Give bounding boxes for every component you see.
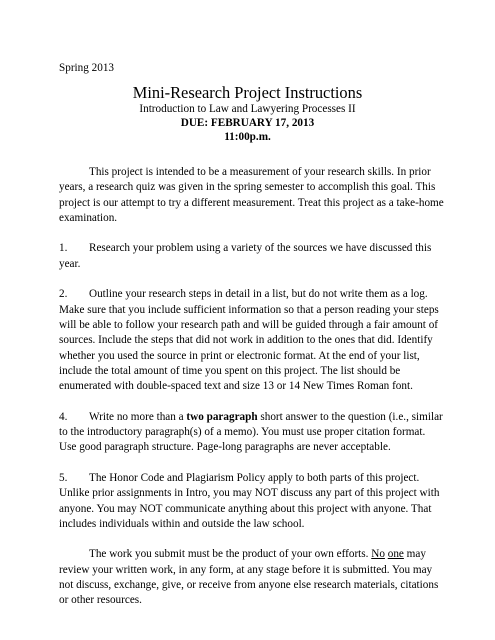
intro-paragraph: This project is intended to be a measurement of your research skills. In prior years, a research quiz was given in the spring semester to accomplish this goal. This project is our attempt to try a different measurement. Treat this project as a take-home examination. bbox=[59, 166, 444, 224]
closing-text-start: The work you submit must be the product of your own efforts. bbox=[89, 548, 372, 561]
list-item-2-number: 2. bbox=[59, 288, 68, 301]
list-item-1-text: Research your problem using a variety of the sources we have discussed this year. bbox=[59, 242, 432, 270]
closing-paragraph bbox=[59, 547, 444, 608]
list-item-5-text: The Honor Code and Plagiarism Policy apply to both parts of this project. Unlike prior assignments in Intro, you may NOT discuss any part of this project with anyone. You may NOT communicate anything about this project with anyone. That includes individuals within and outside the law school. bbox=[59, 471, 440, 530]
course-name: Introduction to Law and Lawyering Processes II bbox=[139, 103, 356, 115]
due-date: DUE: FEBRUARY 17, 2013 bbox=[180, 117, 315, 129]
list-item-1 bbox=[59, 241, 444, 272]
list-item-2-text: Outline your research steps in detail in a list, but do not write them as a log. Make sure that you include sufficient information so that a person reading your steps will be able to follow your research path and will be guided through a fair amount of sources. Include the steps that did not work in addition to the ones that did. Identify whether you used the source in print or electronic format. At the end of your list, include the total amount of time you spent on this project. The list should be enumerated with double-spaced text and size 13 or 14 New Times Roman font. bbox=[59, 288, 439, 393]
document-body bbox=[59, 165, 444, 624]
list-item-4-text-start: Write no more than a bbox=[89, 410, 187, 423]
closing-text-end: may review your written work, in any form, at any stage before it is submitted. You may not discuss, exchange, give, or receive from anyone else research materials, citations or other resources. bbox=[59, 548, 439, 607]
document-header bbox=[0, 83, 495, 144]
due-time: 11:00p.m. bbox=[224, 131, 271, 143]
semester-label: Spring 2013 bbox=[59, 62, 115, 74]
list-item-1-number: 1. bbox=[59, 242, 68, 255]
list-item-5-number: 5. bbox=[59, 471, 68, 484]
list-item-5 bbox=[59, 471, 444, 532]
list-item-4-number: 4. bbox=[59, 410, 68, 423]
list-item-2 bbox=[59, 287, 444, 394]
closing-underlined-no: No bbox=[371, 548, 385, 561]
document-title: Mini-Research Project Instructions bbox=[132, 83, 363, 102]
list-item-4 bbox=[59, 410, 444, 456]
list-item-4-emphasis: two paragraph bbox=[186, 410, 258, 423]
closing-underlined-one: one bbox=[387, 548, 404, 561]
list-item-4-text-end: short answer to the question (i.e., similar to the introductory paragraph(s) of a memo). You must use proper citation format. Use good paragraph structure. Page-long paragraphs are never acceptable. bbox=[59, 410, 443, 454]
